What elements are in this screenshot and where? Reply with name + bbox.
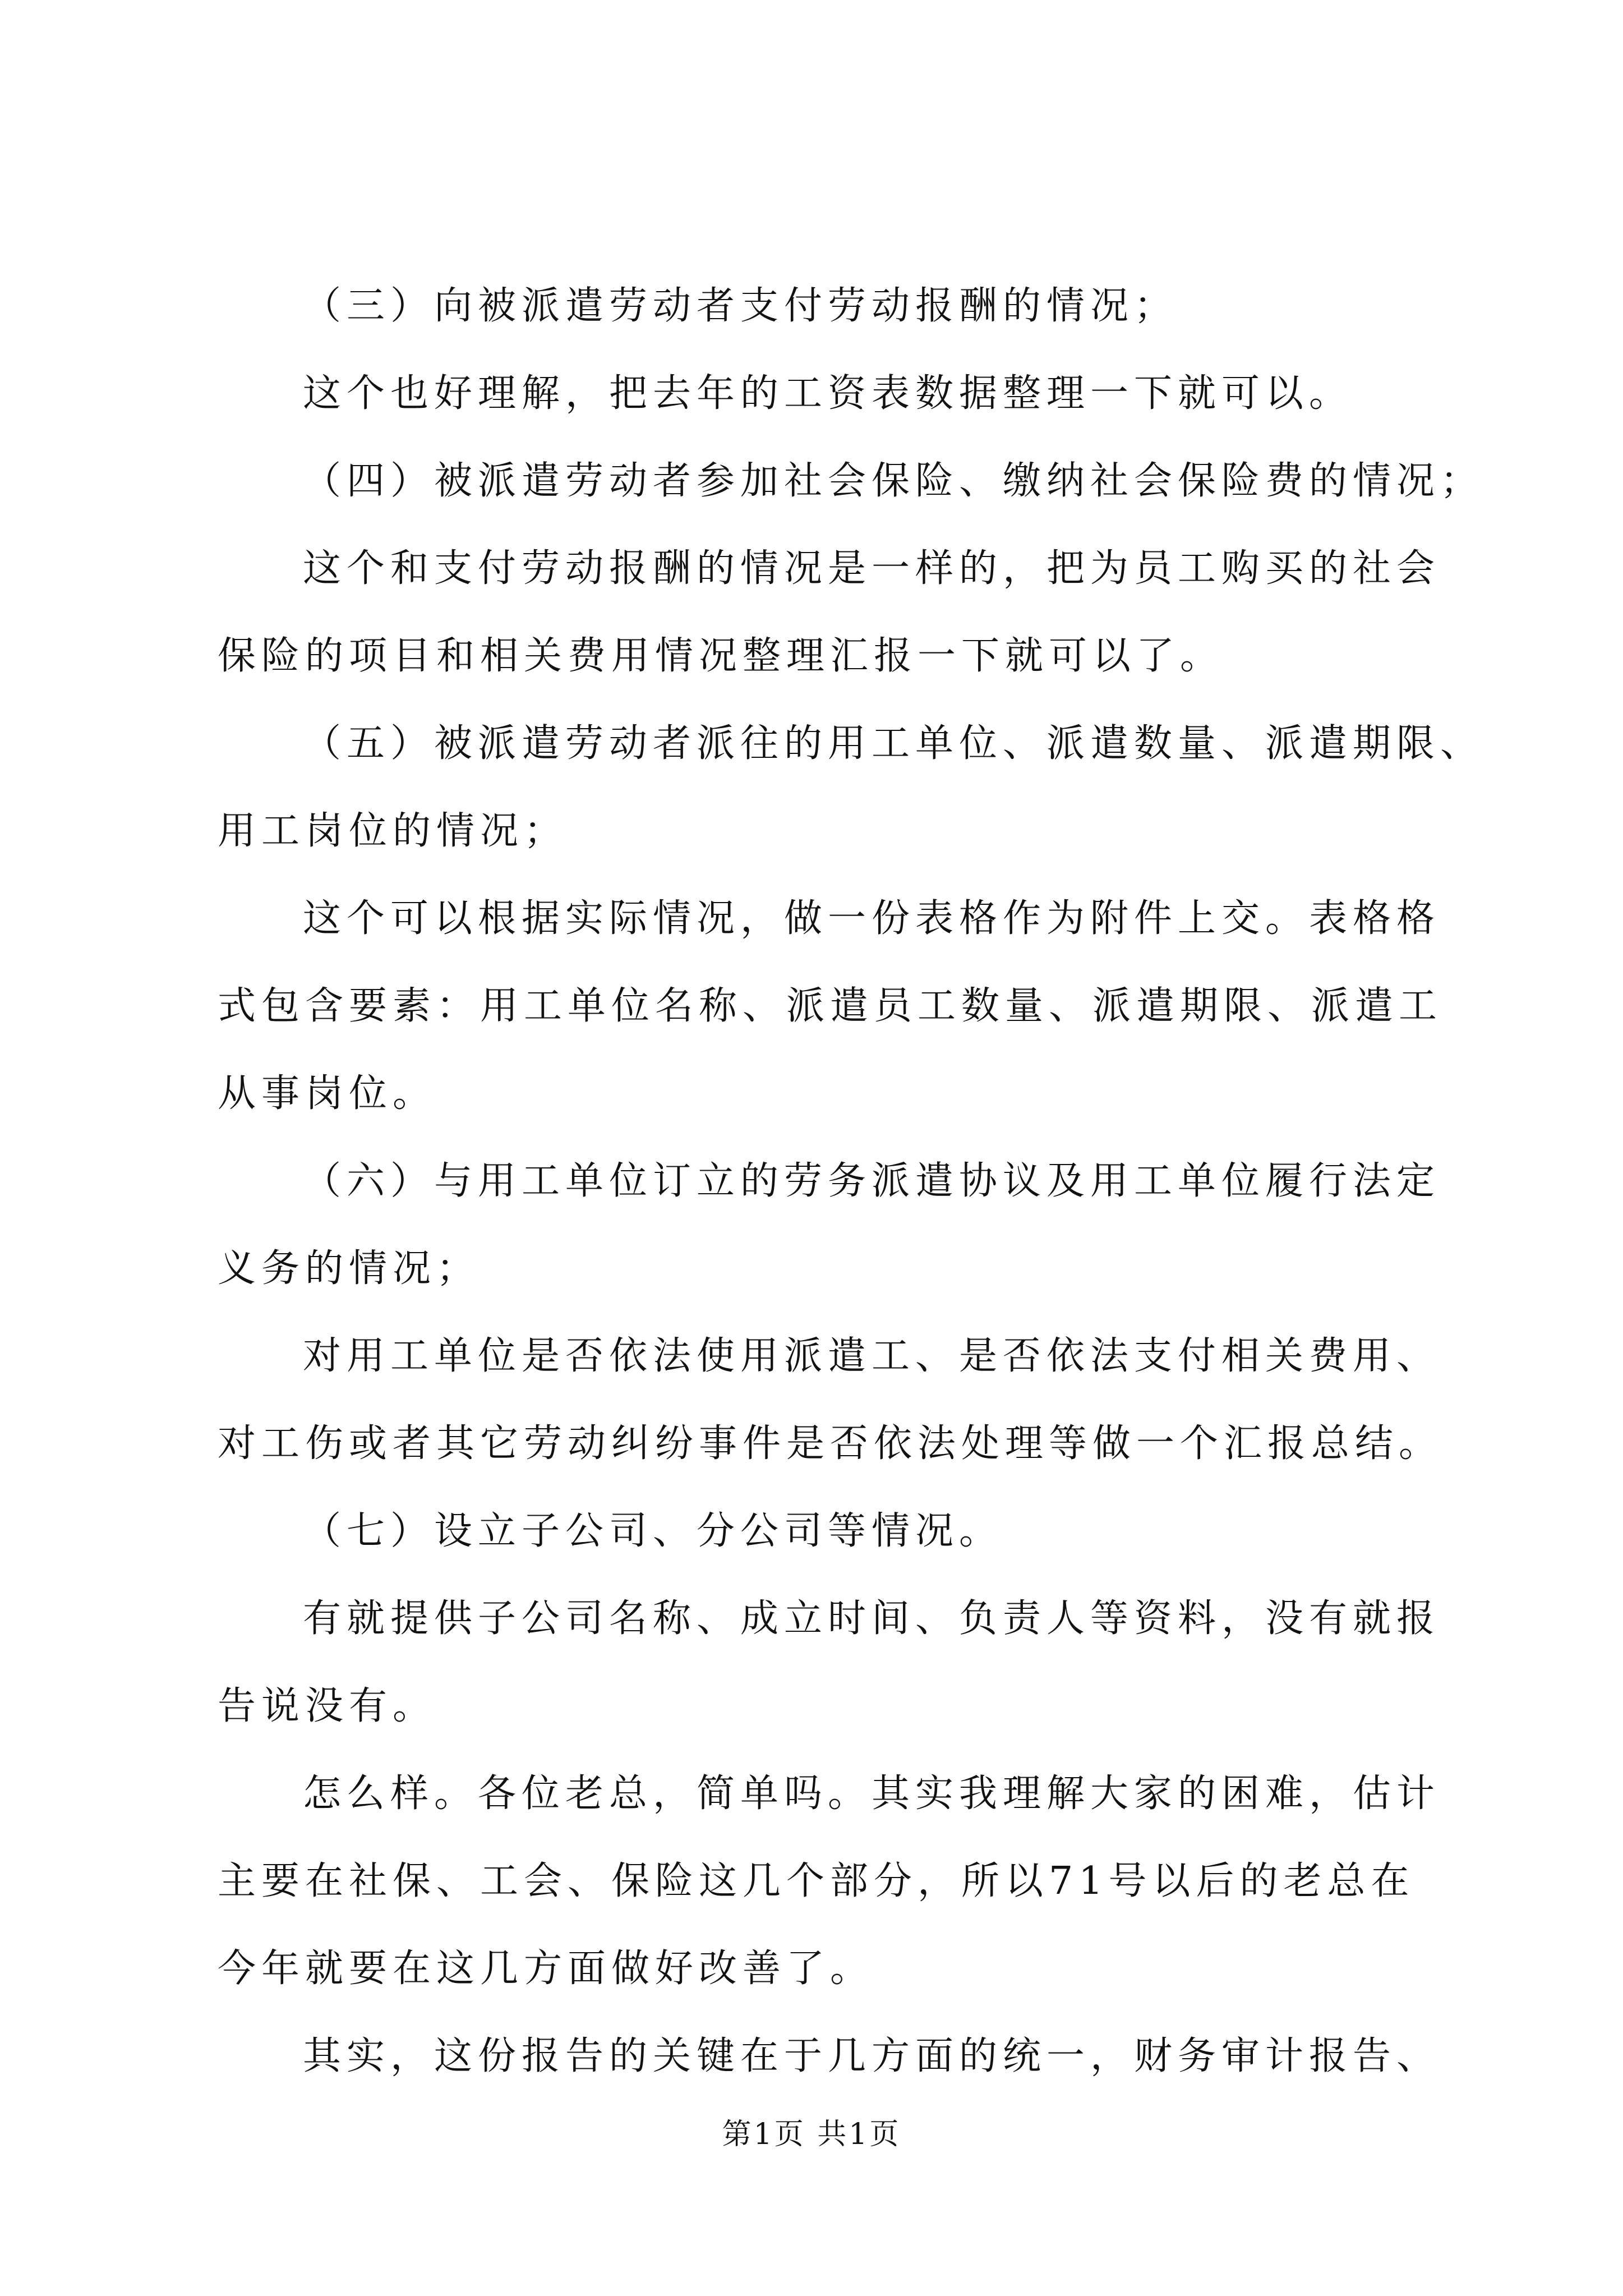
section-heading-6: （六）与用工单位订立的劳务派遣协议及用工单位履行法定 — [303, 1159, 1441, 1203]
section-heading-5-continuation: 用工岗位的情况； — [218, 809, 568, 853]
document-body — [218, 263, 1484, 2100]
section-heading-7: （七）设立子公司、分公司等情况。 — [303, 1509, 1003, 1553]
section-heading-6-continuation: 义务的情况； — [218, 1246, 481, 1291]
paragraph-line: 对用工单位是否依法使用派遣工、是否依法支付相关费用、 — [303, 1334, 1441, 1378]
paragraph-line: 今年就要在这几方面做好改善了。 — [218, 1947, 874, 1991]
paragraph-line: 对工伤或者其它劳动纠纷事件是否依法处理等做一个汇报总结。 — [218, 1421, 1443, 1466]
page-footer — [0, 2115, 1623, 2154]
section-heading-4: （四）被派遣劳动者参加社会保险、缴纳社会保险费的情况； — [303, 459, 1484, 503]
paragraph-line: 保险的项目和相关费用情况整理汇报一下就可以了。 — [218, 634, 1224, 678]
paragraph-line: 主要在社保、工会、保险这几个部分，所以71号以后的老总在 — [218, 1859, 1415, 1903]
paragraph-line: 这个也好理解，把去年的工资表数据整理一下就可以。 — [303, 371, 1353, 416]
section-heading-3: （三）向被派遣劳动者支付劳动报酬的情况； — [303, 284, 1178, 328]
paragraph-line: 有就提供子公司名称、成立时间、负责人等资料，没有就报 — [303, 1596, 1441, 1641]
paragraph-line: 从事岗位。 — [218, 1071, 437, 1116]
paragraph-line: 其实，这份报告的关键在于几方面的统一，财务审计报告、 — [303, 2034, 1441, 2078]
paragraph-line: 式包含要素：用工单位名称、派遣员工数量、派遣期限、派遣工 — [218, 984, 1443, 1028]
section-heading-5: （五）被派遣劳动者派往的用工单位、派遣数量、派遣期限、 — [303, 721, 1484, 766]
paragraph-line: 怎么样。各位老总，简单吗。其实我理解大家的困难，估计 — [303, 1772, 1441, 1816]
paragraph-line: 这个可以根据实际情况，做一份表格作为附件上交。表格格 — [303, 896, 1441, 941]
paragraph-line: 这个和支付劳动报酬的情况是一样的，把为员工购买的社会 — [303, 546, 1441, 591]
paragraph-line: 告说没有。 — [218, 1684, 437, 1728]
page-number-label: 第1页 共1页 — [722, 2118, 901, 2151]
